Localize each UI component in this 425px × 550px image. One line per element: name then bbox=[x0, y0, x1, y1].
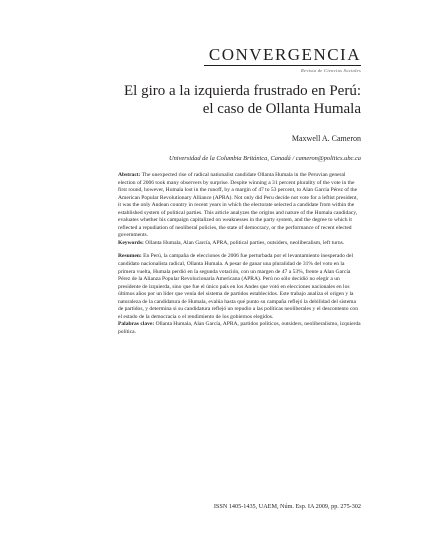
abstract-block bbox=[118, 172, 361, 336]
abstract-label: Abstract: bbox=[118, 172, 141, 178]
title-line-1: El giro a la izquierda frustrado en Perú: bbox=[124, 83, 361, 99]
keywords-spanish bbox=[118, 321, 361, 336]
journal-subtitle: Revista de Ciencias Sociales bbox=[300, 68, 361, 73]
citation-footer: ISSN 1405-1435, UAEM, Núm. Esp. IA 2009, pp. 275-302 bbox=[213, 503, 361, 510]
article-title bbox=[111, 82, 361, 118]
abstract-english bbox=[118, 172, 361, 240]
author-name: Maxwell A. Cameron bbox=[291, 134, 361, 143]
abstract-spanish bbox=[118, 253, 361, 321]
keywords-text: Ollanta Humala, Alan García, APRA, political parties, outsiders, neoliberalism, left turns. bbox=[145, 239, 345, 246]
keywords-label: Keywords: bbox=[118, 239, 144, 246]
resumen-text: En Perú, la campaña de elecciones de 2006 fue perturbada por el levantamiento inesperado del candidato nacionalista radical, Ollanta Humala. A pesar de ganar una pluralidad de 31% del voto en la primera vuelta, Humala perdió en la segunda votación, con un margen de 47 a 53%, frente a Alan García Pérez de la Alianza Popular Revolucionaria Americana (APRA). Perú no sólo decidió no elegir a un presidente de izquierda, sino que fue el único país en los Andes que votó en elecciones nacionales en los últimos años por un líder que venía del sistema de partidos establecidos. Este trabajo analiza el origen y la naturaleza de la candidatura de Humala, evalúa hasta qué punto su campaña reflejó la debilidad del sistema de partidos, y determina si su candidatura reflejó un repudio a las políticas neoliberales y el descontento con el estado de la democracia o el rendimiento de los gobiernos elegidos. bbox=[118, 253, 358, 320]
journal-name: CONVERGENCIA bbox=[208, 45, 361, 64]
palabras-clave-label: Palabras clave: bbox=[118, 321, 155, 328]
palabras-clave-text: Ollanta Humala, Alan García, APRA, partidos políticos, outsiders, neoliberalismo, izquierda política. bbox=[118, 321, 361, 335]
resumen-label: Resumen: bbox=[118, 253, 142, 260]
journal-rule bbox=[204, 65, 361, 66]
journal-header bbox=[204, 46, 361, 73]
abstract-text: The unexpected rise of radical nationalist candidate Ollanta Humala in the Peruvian general election of 2006 took many observers by surprise. Despite winning a 31 percent plurality of the vote in the first round, however, Humala lost in the runoff, by a margin of 47 to 53 percent, to Alan García Pérez of the American Popular Revolutionary Alliance (APRA). Not only did Peru decide not vote for a leftist president, it was the only Andean country in recent years in which the electorate selected a candidate from within the established system of political parties. This article analyzes the origins and nature of the Humala candidacy, evaluates whether his campaign capitalized on weaknesses in the party system, and the degree to which it reflected a repudiation of neoliberal policies, the state of democracy, or the performance of recent elected governments. bbox=[118, 172, 358, 239]
author-affiliation: Universidad de la Columbia Británica, Canadá / cameron@politics.ubc.ca bbox=[168, 155, 361, 162]
keywords-english bbox=[118, 240, 361, 248]
title-line-2: el caso de Ollanta Humala bbox=[202, 101, 361, 117]
